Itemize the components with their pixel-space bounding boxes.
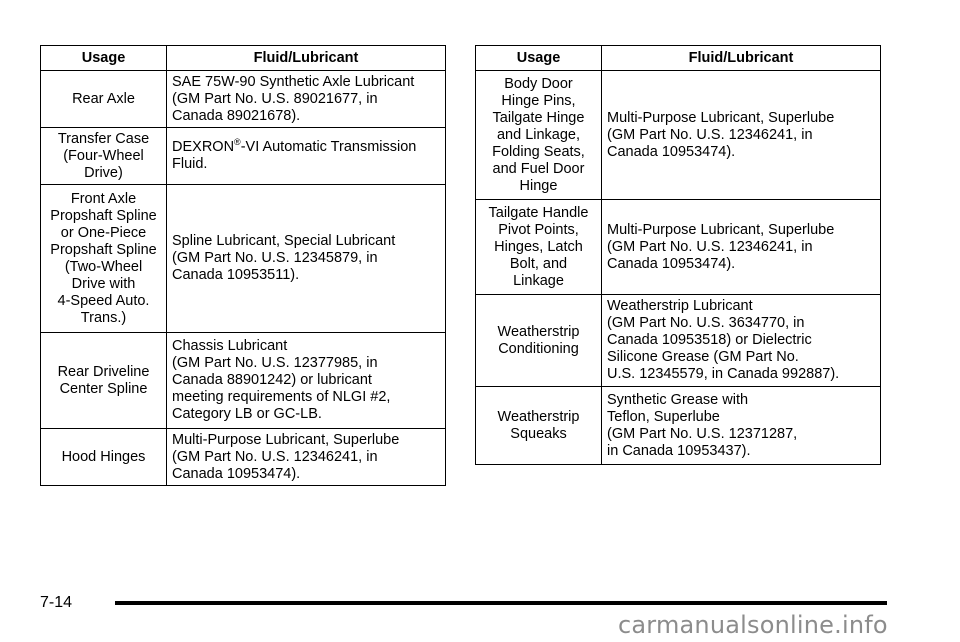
table-row — [41, 333, 446, 429]
usage-cell: Body Door Hinge Pins, Tailgate Hinge and Linkage, Folding Seats, and Fuel Door Hinge — [476, 71, 602, 200]
registered-mark: ® — [234, 137, 241, 148]
lubricant-table-left — [40, 45, 446, 486]
fluid-cell: Multi-Purpose Lubricant, Superlube (GM Part No. U.S. 12346241, in Canada 10953474). — [602, 71, 881, 200]
watermark: carmanualsonline.info — [618, 611, 888, 639]
table-row — [476, 200, 881, 295]
usage-cell: Rear Driveline Center Spline — [41, 333, 167, 429]
header-fluid-lubricant: Fluid/Lubricant — [602, 46, 881, 71]
fluid-cell: Weatherstrip Lubricant (GM Part No. U.S. 3634770, in Canada 10953518) or Dielectric Silicone Grease (GM Part No. U.S. 12345579, in Canada 992887). — [602, 295, 881, 387]
fluid-text: -VI Automatic Transmission Fluid. — [172, 139, 417, 172]
table-row — [476, 71, 881, 200]
fluid-cell: Multi-Purpose Lubricant, Superlube (GM Part No. U.S. 12346241, in Canada 10953474). — [167, 429, 446, 486]
usage-cell: Weatherstrip Conditioning — [476, 295, 602, 387]
table-header-row — [41, 46, 446, 71]
usage-cell: Front Axle Propshaft Spline or One-Piece Propshaft Spline (Two-Wheel Drive with 4-Speed Auto. Trans.) — [41, 185, 167, 333]
usage-cell: Transfer Case (Four-Wheel Drive) — [41, 128, 167, 185]
footer-divider — [115, 601, 887, 605]
fluid-cell — [167, 128, 446, 185]
usage-cell: Tailgate Handle Pivot Points, Hinges, Latch Bolt, and Linkage — [476, 200, 602, 295]
fluid-text: DEXRON — [172, 139, 235, 155]
table-row — [41, 71, 446, 128]
header-fluid-lubricant: Fluid/Lubricant — [167, 46, 446, 71]
table-row — [41, 429, 446, 486]
fluid-cell: SAE 75W-90 Synthetic Axle Lubricant (GM Part No. U.S. 89021677, in Canada 89021678). — [167, 71, 446, 128]
usage-cell: Rear Axle — [41, 71, 167, 128]
table-row — [41, 185, 446, 333]
usage-cell: Weatherstrip Squeaks — [476, 387, 602, 465]
fluid-cell: Spline Lubricant, Special Lubricant (GM Part No. U.S. 12345879, in Canada 10953511). — [167, 185, 446, 333]
table-row — [476, 295, 881, 387]
fluid-cell: Synthetic Grease with Teflon, Superlube (GM Part No. U.S. 12371287, in Canada 10953437). — [602, 387, 881, 465]
table-row — [476, 387, 881, 465]
usage-cell: Hood Hinges — [41, 429, 167, 486]
page-number: 7-14 — [40, 594, 73, 611]
header-usage: Usage — [41, 46, 167, 71]
fluid-cell: Chassis Lubricant (GM Part No. U.S. 12377985, in Canada 88901242) or lubricant meeting requirements of NLGI #2, Category LB or GC-LB. — [167, 333, 446, 429]
table-row — [41, 128, 446, 185]
lubricant-table-right — [475, 45, 881, 465]
table-header-row — [476, 46, 881, 71]
header-usage: Usage — [476, 46, 602, 71]
fluid-cell: Multi-Purpose Lubricant, Superlube (GM Part No. U.S. 12346241, in Canada 10953474). — [602, 200, 881, 295]
